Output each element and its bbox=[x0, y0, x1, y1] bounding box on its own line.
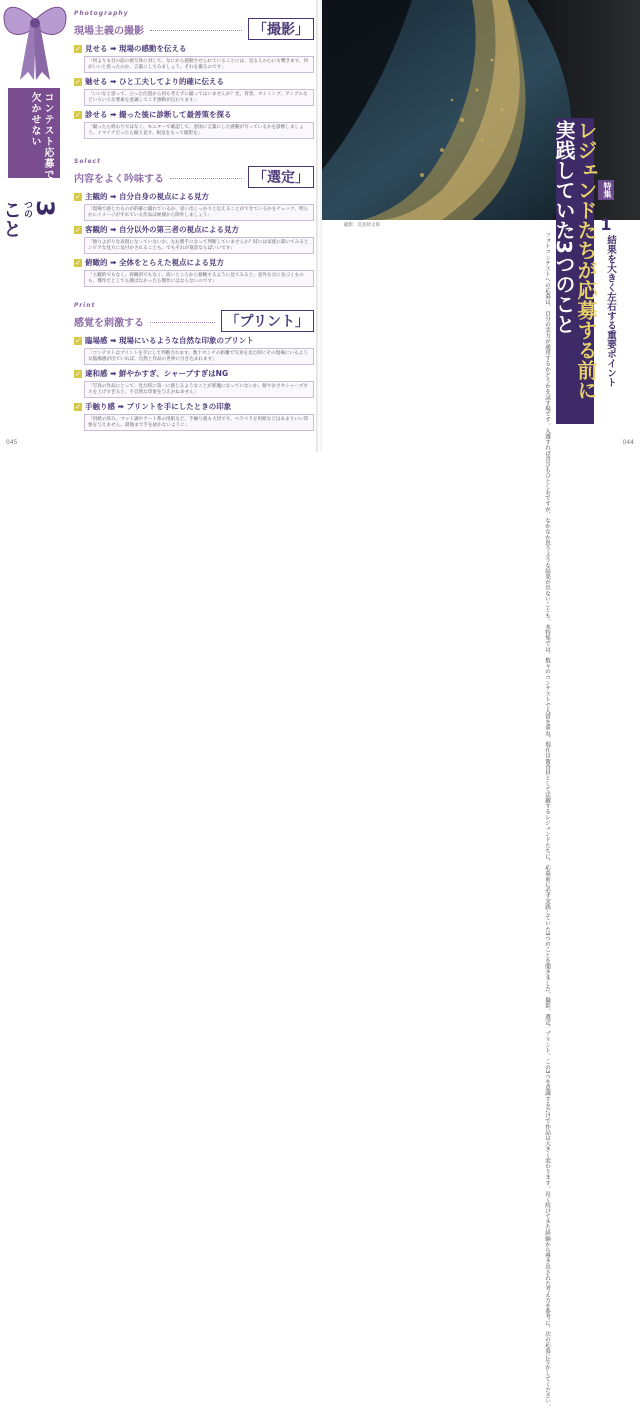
item-title: 違和感 ➡ 鮮やかすぎ、シャープすぎはNG bbox=[85, 369, 229, 378]
feature-number: 1 bbox=[600, 215, 612, 234]
title-tsu-1: つの bbox=[22, 200, 32, 218]
check-icon: ✓ bbox=[75, 44, 81, 53]
list-item bbox=[74, 368, 314, 398]
section-tag: Photography bbox=[74, 10, 129, 17]
item-header bbox=[74, 76, 314, 87]
check-icon: ✓ bbox=[75, 110, 81, 119]
item-title: 手触り感 ➡ プリントを手にしたときの印象 bbox=[85, 402, 232, 411]
ribbon-label bbox=[8, 88, 60, 178]
photo-caption: 撮影：荒島智太郎 bbox=[344, 223, 380, 228]
item-title: 見せる ➡ 現場の感動を伝える bbox=[85, 44, 187, 53]
page-number-left: 045 bbox=[6, 439, 18, 446]
ribbon-line-1: コンテスト応募で bbox=[42, 92, 53, 180]
section-photography bbox=[74, 10, 314, 139]
item-title: 診せる ➡ 撮った後に診断して最善策を探る bbox=[85, 110, 232, 119]
page-number-right: 044 bbox=[622, 439, 634, 446]
item-header bbox=[74, 368, 314, 379]
feature-subheading: 結果を大きく左右する重要ポイント bbox=[605, 235, 616, 387]
dotted-divider bbox=[150, 322, 215, 323]
list-item bbox=[74, 76, 314, 106]
item-header bbox=[74, 43, 314, 54]
list-item bbox=[74, 257, 314, 287]
title-word-1: こと bbox=[0, 200, 22, 238]
item-body: 「用紙の厚み、マット調やアート系の用紙など、手触り感も大切です。ペラペラな用紙などはあまりいい印象を与えません。最後まで手を抜かないように」 bbox=[84, 414, 314, 431]
item-body: 「写真の作品にとって、見た時に第一に感じるようなことが邪魔になっていないか。鮮やかさやシャープネスを上げすぎると、不自然な印象を与えかねません」 bbox=[84, 381, 314, 398]
item-title: 主観的 ➡ 自分自身の視点による見方 bbox=[85, 192, 210, 201]
check-icon: ✓ bbox=[75, 258, 81, 267]
list-item bbox=[74, 191, 314, 221]
title-num-1: 3 bbox=[31, 200, 59, 217]
ribbon-line-2: 欠かせない bbox=[29, 92, 40, 147]
item-header bbox=[74, 191, 314, 202]
check-icon: ✓ bbox=[75, 77, 81, 86]
list-item bbox=[74, 224, 314, 254]
section-tag: Select bbox=[74, 158, 101, 165]
section-subtitle: 内容をよく吟味する bbox=[74, 173, 164, 185]
item-body: 「主観的でもなく、客観的でもなく、高いところから俯瞰するように見てみると、意外な点に気づくものも。傑作だとしても選ばなかったら傑作にはならないのです」 bbox=[84, 270, 314, 287]
item-body: 「撮ったら終わりではなく、モニターで確認して、意図に言葉にした感動が写っているかを診断しましょう。イマイチだったら撮り直す。根気をもって撮影を」 bbox=[84, 122, 314, 139]
item-body: 「何よりも目の前の被写体に対して、なにから感動させられていることには、見る人の心にも響きます。何がいいと思ったのか、言葉にしてみましょう。それを撮るのです」 bbox=[84, 56, 314, 73]
section-header bbox=[74, 166, 314, 188]
item-header bbox=[74, 401, 314, 412]
heading-line-1: レジェンドたちが応募する前に bbox=[574, 120, 598, 400]
item-header bbox=[74, 257, 314, 268]
dotted-divider bbox=[170, 178, 242, 179]
section-header bbox=[74, 310, 314, 332]
item-header bbox=[74, 335, 314, 346]
section-select bbox=[74, 158, 314, 287]
section-title: 「プリント」 bbox=[221, 310, 314, 332]
left-page bbox=[0, 0, 316, 452]
feature-tag: 特集 bbox=[598, 180, 614, 200]
section-subtitle: 感覚を刺激する bbox=[74, 317, 144, 329]
section-title: 「選定」 bbox=[248, 166, 314, 188]
list-item bbox=[74, 43, 314, 73]
left-vertical-title bbox=[0, 200, 59, 442]
item-body: 「コンテストはプリントを手にして判断されます。数十センチの距離で写真を見た時にその現場にいるような臨場感が出ていれば、自然と作品の世界に引き込まれます」 bbox=[84, 348, 314, 365]
feature-heading bbox=[553, 120, 597, 420]
section-tag: Print bbox=[74, 302, 96, 309]
item-body: 「現場で感じたものが的確に撮れているか、思い出しっかりと伝えることができているかをチェック。明らかにイメージがずれている作品は候補から除外しましょう」 bbox=[84, 204, 314, 221]
item-title: 俯瞰的 ➡ 全体をとらえた視点による見方 bbox=[85, 258, 225, 267]
item-header bbox=[74, 109, 314, 120]
list-item bbox=[74, 335, 314, 365]
check-icon: ✓ bbox=[75, 369, 81, 378]
section-title: 「撮影」 bbox=[248, 18, 314, 40]
ribbon-bow-icon bbox=[0, 0, 70, 80]
section-print bbox=[74, 302, 314, 431]
section-subtitle: 現場主義の撮影 bbox=[74, 25, 144, 37]
item-title: 臨場感 ➡ 現場にいるような自然な印象のプリント bbox=[85, 336, 254, 345]
item-body: 「独りよがりな表現になっていないか、左右勝手になって判断していませんか？時には家族に聞いてみるとシビアな見方に気付かされることも。でもそれが寛容ならばいいです」 bbox=[84, 237, 314, 254]
heading-line-2: 実践していた3つのこと bbox=[552, 120, 576, 334]
check-icon: ✓ bbox=[75, 402, 81, 411]
item-title: 客観的 ➡ 自分以外の第三者の視点による見方 bbox=[85, 225, 240, 234]
check-icon: ✓ bbox=[75, 336, 81, 345]
item-body: 「いいなと思って、立った位置から何も考えずに撮ってはいませんか？光、背景、タイミング、アングルなどいろいろな要素を意識してこそ感動が伝わります」 bbox=[84, 89, 314, 106]
list-item bbox=[74, 401, 314, 431]
item-header bbox=[74, 224, 314, 235]
list-item bbox=[74, 109, 314, 139]
body-text: フォトコンテストへの応募は、自分の実力が通用するかどうかを試す場です。入選すれば喜びもひとしおですが、なかなか思うような結果が出ないことも。本特集では、数々のコンテストで入賞を重ね、現在は審査員として活躍するレジェンドたちに、応募前に必ず実践していた3つのことを聞きました。撮影、選定、プリント。この3つを意識するだけで作品は大きく変わります。長く続けてきた経験から導き出された考え方を参考に、次の応募に生かしてください。 bbox=[544, 232, 550, 1410]
check-icon: ✓ bbox=[75, 192, 81, 201]
check-icon: ✓ bbox=[75, 225, 81, 234]
item-title: 魅せる ➡ ひと工夫してより的確に伝える bbox=[85, 77, 225, 86]
section-header bbox=[74, 18, 314, 40]
dotted-divider bbox=[150, 30, 242, 31]
